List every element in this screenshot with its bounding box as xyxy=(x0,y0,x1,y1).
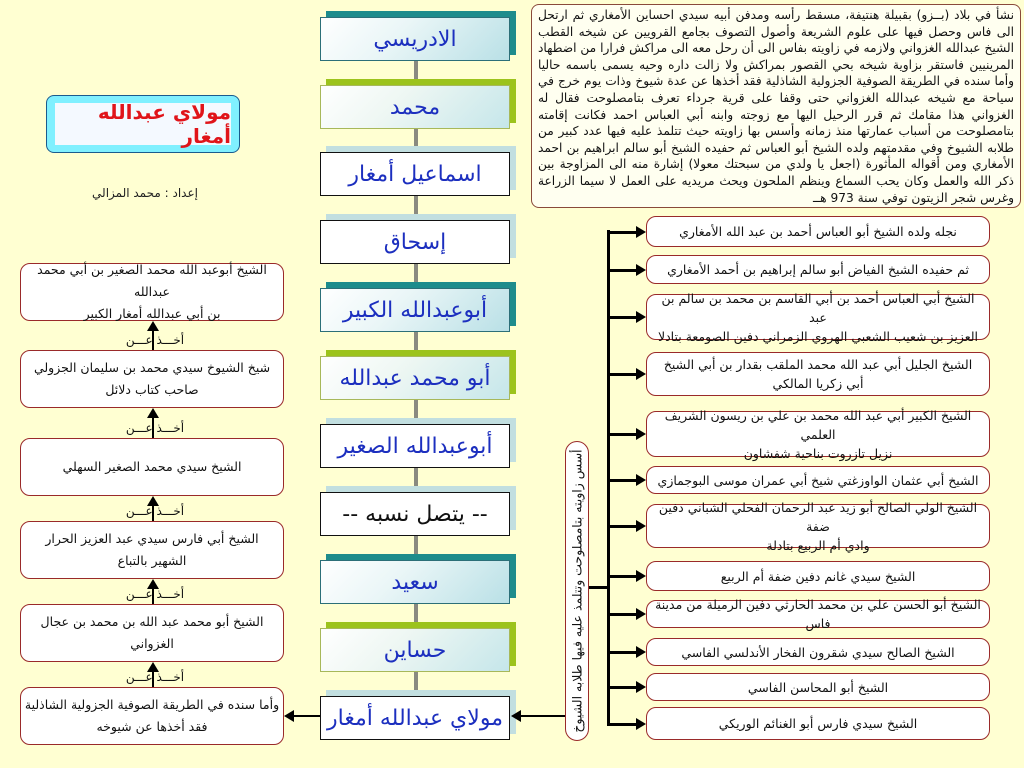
student-connector-line xyxy=(607,575,639,578)
right-arrow-icon xyxy=(636,570,646,582)
student-connector-line xyxy=(607,231,639,234)
lineage-node-label: أبوعبدالله الصغير xyxy=(320,424,510,468)
right-arrow-icon xyxy=(636,368,646,380)
took-from-label: أخـــذ عـــن xyxy=(125,504,185,518)
student-box-text: ثم حفيده الشيخ الفياض أبو سالم إبراهيم بن أحمد الأمغاري xyxy=(667,262,969,277)
sanad-box-text: الشيخ أبو محمد عبد الله بن محمد بن عجال الغزواني xyxy=(40,614,264,651)
student-box-text: الشيخ أبي العباس أحمد بن أبي القاسم بن محمد بن سالم بن عبد xyxy=(661,290,975,325)
student-box xyxy=(646,255,990,284)
zawiya-to-bus-line xyxy=(589,586,608,589)
sanad-box-text: شيخ الشيوخ سيدي محمد بن سليمان الجزولي xyxy=(33,360,271,375)
lineage-node xyxy=(320,492,510,536)
right-arrow-icon xyxy=(636,646,646,658)
sanad-box xyxy=(20,438,284,496)
lineage-node-label: أبوعبدالله الكبير xyxy=(320,288,510,332)
right-arrow-icon xyxy=(636,311,646,323)
student-box-text: الشيخ أبو الحسن علي بن محمد الحارثي دفين الرميلة من مدينة فاس xyxy=(655,597,981,631)
zawiya-arrow-line xyxy=(520,715,565,717)
lineage-node xyxy=(320,288,510,332)
lineage-node-label: أبو محمد عبدالله xyxy=(320,356,510,400)
student-box xyxy=(646,673,990,701)
lineage-node xyxy=(320,356,510,400)
student-box-text: الشيخ الجليل أبي عبد الله محمد الملقب بقدار بن أبي الشيخ xyxy=(663,357,973,372)
student-box-text: الشيخ أبو المحاسن الفاسي xyxy=(747,679,889,695)
title-frame xyxy=(46,95,240,153)
student-connector-line xyxy=(607,686,639,689)
lineage-node xyxy=(320,85,510,129)
lineage-node-label: مولاي عبدالله أمغار xyxy=(320,696,510,740)
sanad-arrow-line xyxy=(294,715,320,717)
zawiya-label-box xyxy=(565,441,589,741)
student-box xyxy=(646,499,990,553)
student-box-text: الشيخ أبي عثمان الواوزغتي شيخ أبي عمران موسى البوجمازي xyxy=(657,472,979,488)
student-connector-line xyxy=(607,525,639,528)
student-connector-line xyxy=(607,479,639,482)
lineage-node xyxy=(320,152,510,196)
student-box-text: نزيل تازروت بناحية شفشاون xyxy=(743,445,893,461)
student-box xyxy=(646,638,990,666)
student-connector-line xyxy=(607,651,639,654)
student-box-text: نجله ولده الشيخ أبو العباس أحمد بن عبد الله الأمغاري xyxy=(679,224,957,239)
student-box xyxy=(646,352,990,396)
up-arrow-icon xyxy=(147,408,159,418)
left-arrowhead-icon xyxy=(284,710,294,722)
sanad-box-text: الشيخ سيدي محمد الصغير السهلي xyxy=(62,459,242,474)
up-arrow-icon xyxy=(147,321,159,331)
student-connector-line xyxy=(607,316,639,319)
student-box-text: أبي زكريا المالكي xyxy=(772,376,864,391)
lineage-node-label: الادريسي xyxy=(320,17,510,61)
student-box xyxy=(646,216,990,247)
right-arrow-icon xyxy=(636,474,646,486)
right-arrow-icon xyxy=(636,520,646,532)
sanad-box-text: الشيخ أبي فارس سيدي عبد العزيز الحرار xyxy=(45,531,259,546)
student-connector-line xyxy=(607,433,639,436)
student-connector-line xyxy=(607,373,639,376)
student-connector-line xyxy=(607,613,639,616)
student-box xyxy=(646,407,990,461)
biography-text-box: نشأ في بلاد (بــزو) بقبيلة هنتيفة، مسقط رأسه ومدفن أبيه سيدي احساين الأمغاري ثم ارتحل الى فاس وحصل فيها على علوم الشريعة وأصول التصوف بجامع القرويين عن شيخه القطب الشيخ عبدالله الغزواني ولازمه في زاويته بفاس الى أن رحل معه الى مراكش فرارا من اضطهاد المرينيين فاستقر بزاوية شيخه بحي القصور بمراكش ولا زالت داره وحيه يسمى باسمه حاليا وأما سنده في الطريقة الصوفية الجزولية الشاذلية فقد أخذها عن عدة شيوخ وذات يوم خرج في سياحة مع شيخه عبدالله الغزواني حتى وقفا على قرية جرداء تعرف بتامصلوحت فقال له الغزواني هذا مقامك ثم قرر الرحيل اليها مع زوجته وابنه أبي العباس احمد فكانت إقامته بتامصلوحت من أسباب عمارتها منذ زمانه وأسس بها زاويته حيث تتلمذ عليه فيها عدد كبير من طلابه الشيوخ وفي مقدمتهم ولده الشيخ أبو العباس ثم حفيده الشيخ أبو سالم ابراهيم بن احمد الأمغاري ومن أقواله المأثورة (اجعل يا ولدي من سبحتك معولا) إشارة منه الى المزاوجة بين ذكر الله والعمل وكان يحب السماع وينظم الملحون ويحث مريديه على العمل لا سيما الزراعة وغرس شجر الزيتون توفي سنة 973 هــ xyxy=(531,4,1021,208)
sanad-box-text: الشهير بالتباع xyxy=(117,553,187,568)
student-box-text: الشيخ سيدي غانم دفين ضفة أم الربيع xyxy=(720,568,916,584)
student-box-text: الشيخ سيدي فارس أبو الغنائم الوريكي xyxy=(718,716,918,731)
lineage-node-label: -- يتصل نسبه -- xyxy=(320,492,510,536)
student-box-text: وادي أم الربيع بتادلة xyxy=(766,537,870,553)
took-from-label: أخـــذ عـــن xyxy=(125,333,185,347)
student-box xyxy=(646,561,990,591)
sanad-box-text: الشيخ أبوعبد الله محمد الصغير بن أبي محمد عبدالله xyxy=(37,262,267,299)
sanad-box xyxy=(20,604,284,662)
student-connector-line xyxy=(607,269,639,272)
lineage-node-label: اسماعيل أمغار xyxy=(320,152,510,196)
student-box xyxy=(646,597,990,631)
student-box-text: الشيخ الكبير أبي عبد الله محمد بن علي بن ريسون الشريف العلمي xyxy=(664,407,972,442)
sanad-box-text: وأما سنده في الطريقة الصوفية الجزولية الشاذلية xyxy=(24,697,280,712)
lineage-node xyxy=(320,628,510,672)
student-box xyxy=(646,707,990,740)
lineage-node-label: محمد xyxy=(320,85,510,129)
right-arrow-icon xyxy=(636,226,646,238)
lineage-node xyxy=(320,17,510,61)
page-title: مولاي عبدالله أمغار xyxy=(55,103,231,145)
student-box xyxy=(646,290,990,344)
right-arrow-icon xyxy=(636,608,646,620)
sanad-box-text: صاحب كتاب دلائل xyxy=(105,382,199,397)
lineage-node xyxy=(320,696,510,740)
sanad-box-text: فقد أخذها عن شيوخه xyxy=(96,719,208,734)
student-box-text: الشيخ الصالح سيدي شقرون الفخار الأندلسي الفاسي xyxy=(681,644,955,660)
sanad-box xyxy=(20,521,284,579)
sanad-box-text: بن أبي عبدالله أمغار الكبير xyxy=(83,306,221,321)
lineage-node-label: سعيد xyxy=(320,560,510,604)
took-from-label: أخـــذ عـــن xyxy=(125,421,185,435)
lineage-node-label: حساين xyxy=(320,628,510,672)
right-arrow-icon xyxy=(636,264,646,276)
sanad-box xyxy=(20,350,284,408)
right-arrow-icon xyxy=(636,428,646,440)
lineage-node xyxy=(320,424,510,468)
lineage-node xyxy=(320,560,510,604)
sanad-box xyxy=(20,687,284,745)
sanad-box xyxy=(20,263,284,321)
student-box-text: الشيخ الولي الصالح أبو زيد عبد الرحمان الفحلي الشباني دفين ضفة xyxy=(658,499,978,534)
lineage-node-label: إسحاق xyxy=(320,220,510,264)
zawiya-label: أسس زاويته بتامصلوحت وتتلمذ عليه فيها طلابه الشيوخ xyxy=(569,449,585,733)
right-arrow-icon xyxy=(636,681,646,693)
left-arrowhead-icon xyxy=(511,710,521,722)
student-box xyxy=(646,466,990,494)
took-from-label: أخـــذ عـــن xyxy=(125,587,185,601)
student-box-text: العزيز بن شعيب الشعبي الهروي الزمراني دفين الصومعة بتادلا xyxy=(657,328,979,344)
took-from-label: أخـــذ عـــن xyxy=(125,670,185,684)
student-connector-line xyxy=(607,723,639,726)
right-arrow-icon xyxy=(636,718,646,730)
lineage-node xyxy=(320,220,510,264)
author-credit: إعداد : محمد المزالي xyxy=(92,186,198,200)
